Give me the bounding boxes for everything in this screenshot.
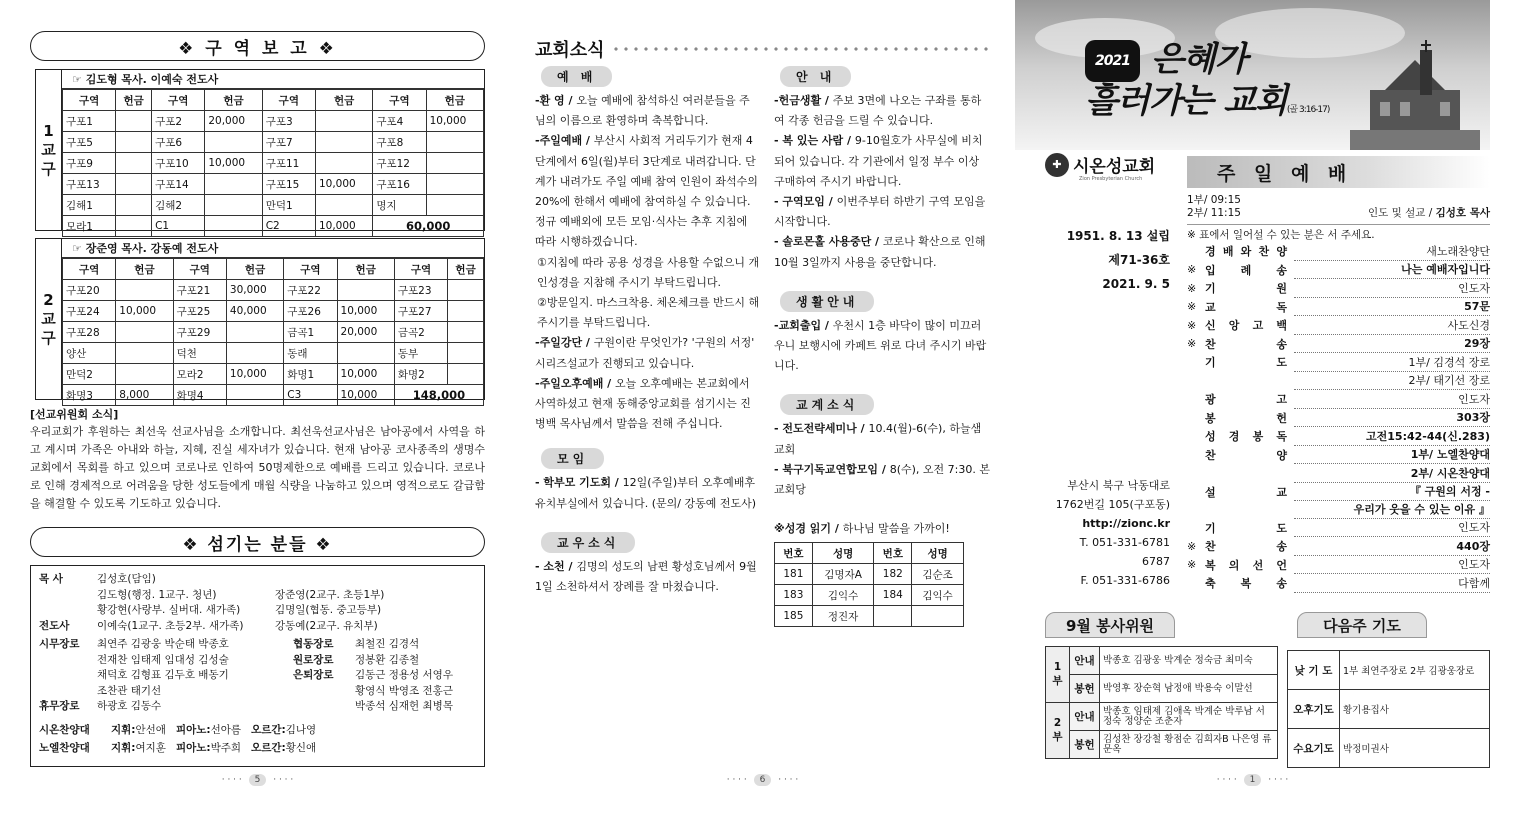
- table-cell: [226, 385, 283, 406]
- table-cell: 김익수: [912, 585, 964, 606]
- district-1-lead: ☞ 김도형 목사. 이예숙 전도사: [62, 70, 484, 89]
- table-row: [1288, 729, 1490, 768]
- table-cell: 화명1: [284, 364, 337, 385]
- table-row: [63, 153, 484, 174]
- table-cell: 구포7: [262, 132, 315, 153]
- column-header: 구역: [262, 90, 315, 111]
- table-cell: C1: [152, 216, 205, 237]
- church-logo: ✚ 시온성교회: [1045, 152, 1155, 177]
- order-row: 성 경 봉 독 고전15:42-44(신.283): [1187, 427, 1490, 446]
- table-row: [63, 364, 484, 385]
- prayer-value: 1부 최연주장로 2부 김광웅장로: [1340, 651, 1490, 690]
- mission-body: 우리교회가 후원하는 최선욱 선교사님을 소개합니다. 최선욱선교사님은 남아공에서 사역을 하고 계시며 가족은 아내와 하늘, 지혜, 진실 세자녀가 있습니다. 현재 남아공 코사종족의 생명수 교회에서 목회를 하고 있으며 코로나로 인하여 50명제한으로 예배를 드리고 있습니다. 코로나로 인해 경제적으로 어려움을 당한 성도들에게 매월 식량을 나눔하고 있으며 영적으로도 갈급함을 해결할 수 있도록 기도하고 있습니다.: [30, 425, 485, 510]
- page-6: [535, 0, 990, 832]
- pastor-row: 목 사 김성호(담임) 김도형(행정. 1교구. 청년) 황강현(사랑부. 실버대. 새가족) 장준영(2교구. 초등1부) 김명일(협동. 중고등부): [39, 573, 385, 616]
- column-header: 구역: [373, 90, 426, 111]
- news-item: ①지침에 따라 공용 성경을 사용할 수없으니 개인성경을 지참해 주시기 부탁드립니다.: [537, 255, 760, 289]
- table-cell: 동래: [284, 343, 337, 364]
- column-header: 번호: [775, 543, 813, 564]
- table-row: [63, 216, 484, 237]
- table-cell: 모라1: [63, 216, 116, 237]
- elders-row: 시무장로 최연주 김광웅 박순태 박종호 전재찬 임태제 임대성 김성술 채덕호 김형표 김두호 배동기 조찬관 태기선 협동장로 최철진 김경석 원로장로 정봉환 김종철 은퇴장로 김동근 정용성 서영우 황영식 박영조 전홍근: [39, 638, 453, 697]
- table-cell: 182: [874, 564, 912, 585]
- role-cell: 안내: [1070, 647, 1100, 675]
- order-row: 기 도 1부/ 김경석 장로: [1187, 353, 1490, 372]
- service-times: 1부/ 09:15 2부/ 11:15 인도 및 설교 / 김성호 목사: [1187, 194, 1490, 219]
- news-item: -주일예배 / 부산시 사회적 거리두기가 현재 4단계에서 6일(월)부터 3단계로 내려갑니다. 단계가 내려가도 주일 예배 참여 인원이 좌석수의 20%에 한해서 예배에 참여하실 수 있습니다. 정규 예배외에 모든 모임·식사는 추후 지침에 따라 시행하겠습니다.: [535, 134, 758, 249]
- column-header: 구역: [152, 90, 205, 111]
- volunteer-table: [1045, 646, 1278, 759]
- news-item: - 북구기독교연합모임 / 8(수), 오전 7:30. 본교회당: [774, 462, 990, 497]
- table-cell: [226, 343, 283, 364]
- table-cell: [116, 132, 152, 153]
- table-row: [63, 195, 484, 216]
- table-cell: [315, 111, 372, 132]
- column-header: 헌금: [337, 259, 394, 280]
- table-cell: [205, 174, 262, 195]
- table-cell: 구포6: [152, 132, 205, 153]
- names-cell: 박종호 김광웅 박계순 정숙금 최미숙: [1100, 647, 1278, 675]
- table-cell: 김해1: [63, 195, 116, 216]
- news-item: -주일강단 / 구원이란 무엇인가? '구원의 서정' 시리즈설교가 진행되고 있습니다.: [535, 336, 755, 370]
- table-cell: 구포23: [394, 280, 447, 301]
- table-cell: 구포16: [373, 174, 426, 195]
- table-cell: 10,000: [337, 301, 394, 322]
- table-cell: 구포3: [262, 111, 315, 132]
- table-cell: C2: [262, 216, 315, 237]
- table-cell: 185: [775, 606, 813, 627]
- page-number: · · · · 6 · · · ·: [726, 775, 799, 785]
- order-row: 2부/ 시온찬양대: [1187, 464, 1490, 483]
- contact-info: 부산시 북구 낙동대로 1762번길 105(구포동) http://zionc.kr T. 051-331-6781 6787 F. 051-331-6786: [1055, 479, 1170, 587]
- table-cell: 10,000: [116, 301, 173, 322]
- table-cell: 60,000: [373, 216, 484, 237]
- table-cell: [226, 322, 283, 343]
- servants-box: [30, 565, 485, 767]
- table-cell: [116, 216, 152, 237]
- table-cell: [315, 153, 372, 174]
- table-cell: 김순조: [912, 564, 964, 585]
- news-item: - 학부모 기도회 / 12일(주일)부터 오후예배후 유치부실에서 있습니다. (문의/ 강동예 전도사): [535, 476, 757, 510]
- life-tag: 생활안내: [780, 291, 874, 312]
- table-row: [63, 111, 484, 132]
- part-cell: 1부: [1046, 647, 1070, 703]
- table-cell: [116, 280, 173, 301]
- table-cell: 148,000: [394, 385, 483, 406]
- table-cell: [116, 322, 173, 343]
- column-header: 구역: [63, 90, 116, 111]
- table-cell: [426, 153, 483, 174]
- stand-note: ※ 표에서 일어설 수 있는 분은 서 주세요.: [1187, 224, 1490, 242]
- table-cell: 구포9: [63, 153, 116, 174]
- prayer-value: 박정미권사: [1340, 729, 1490, 768]
- news-item: - 솔로몬홀 사용중단 / 코로나 확산으로 인해 10월 3일까지 사용을 중단합니다.: [774, 235, 986, 269]
- prayer-label: 수요기도: [1288, 729, 1340, 768]
- table-row: [1288, 651, 1490, 690]
- table-cell: 20,000: [337, 322, 394, 343]
- column-header: 헌금: [226, 259, 283, 280]
- bible-reading: ※성경 읽기 / 하나님 말씀을 가까이!: [774, 522, 950, 536]
- table-cell: [426, 132, 483, 153]
- prayer-value: 황기용집사: [1340, 690, 1490, 729]
- table-cell: 양산: [63, 343, 116, 364]
- page-number: · · · · 5 · · · ·: [221, 775, 294, 785]
- table-cell: 구포13: [63, 174, 116, 195]
- table-cell: 10,000: [337, 364, 394, 385]
- column-header: 헌금: [315, 90, 372, 111]
- table-cell: 만덕2: [63, 364, 116, 385]
- table-cell: 183: [775, 585, 813, 606]
- prayer-title: 다음주 기도: [1297, 612, 1427, 638]
- table-cell: 구포22: [284, 280, 337, 301]
- table-cell: 구포27: [394, 301, 447, 322]
- news-item: - 전도전략세미나 / 10.4(월)-6(수), 하늘샘교회: [774, 422, 982, 456]
- order-row: 우리가 웃을 수 있는 이유 』: [1187, 501, 1490, 519]
- table-cell: 만덕1: [262, 195, 315, 216]
- role-cell: 봉헌: [1070, 675, 1100, 703]
- district-1-label: 1 교 구: [36, 70, 62, 230]
- column-header: 헌금: [205, 90, 262, 111]
- volunteers: [1045, 612, 1278, 759]
- page-number: · · · · 1 · · · ·: [1216, 775, 1289, 785]
- table-cell: [116, 111, 152, 132]
- table-cell: 금곡2: [394, 322, 447, 343]
- table-cell: [337, 280, 394, 301]
- column-header: 구역: [173, 259, 226, 280]
- table-cell: 구포24: [63, 301, 116, 322]
- column-header: 헌금: [116, 90, 152, 111]
- column-header: 헌금: [116, 259, 173, 280]
- table-cell: 덕천: [173, 343, 226, 364]
- order-row: 기 도 인도자: [1187, 519, 1490, 538]
- prayer-table: [1287, 650, 1490, 768]
- news-right-column: [774, 64, 990, 627]
- table-row: [1046, 731, 1278, 759]
- order-row: ※ 찬 송 29장: [1187, 335, 1490, 354]
- table-cell: [315, 195, 372, 216]
- page-5: [30, 0, 485, 832]
- table-cell: 구포10: [152, 153, 205, 174]
- order-row: 축 복 송 다함께: [1187, 574, 1490, 593]
- table-cell: 구포29: [173, 322, 226, 343]
- table-cell: [116, 343, 173, 364]
- table-cell: [205, 195, 262, 216]
- order-row: 광 고 인도자: [1187, 390, 1490, 409]
- order-row: 설 교 『 구원의 서정 -: [1187, 483, 1490, 501]
- worship-order: [1187, 156, 1490, 593]
- table-cell: 10,000: [337, 385, 394, 406]
- table-row: [63, 174, 484, 195]
- news-item: - 소천 / 김명의 성도의 남편 황성호님께서 9월 1일 소천하셔서 장례를 잘 마쳤습니다.: [535, 559, 757, 594]
- table-cell: 10,000: [226, 364, 283, 385]
- news-item: - 구역모임 / 이번주부터 하반기 구역 모임을 시작합니다.: [774, 195, 986, 229]
- column-header: 성명: [812, 543, 874, 564]
- column-header: 헌금: [426, 90, 483, 111]
- table-cell: [448, 322, 484, 343]
- table-cell: [426, 195, 483, 216]
- table-cell: 정진자: [812, 606, 874, 627]
- column-header: 성명: [912, 543, 964, 564]
- news-item: - 복 있는 사람 / 9-10월호가 사무실에 비치되어 있습니다. 각 기관에서 일정 부수 이상 구매하여 주시기 바랍니다.: [774, 134, 983, 188]
- part-cell: 2부: [1046, 703, 1070, 759]
- table-row: [63, 343, 484, 364]
- worship-tag: 예 배: [541, 66, 612, 87]
- table-cell: [448, 364, 484, 385]
- church-en: Zion Presbyterian Church: [1079, 176, 1143, 182]
- table-cell: 김해2: [152, 195, 205, 216]
- table-cell: C3: [284, 385, 337, 406]
- order-row: ※ 교 독 57문: [1187, 298, 1490, 317]
- table-cell: 30,000: [226, 280, 283, 301]
- volunteer-title: 9월 봉사위원: [1045, 612, 1175, 638]
- table-cell: 구포26: [284, 301, 337, 322]
- district-2-table: [62, 258, 484, 406]
- column-header: 헌금: [448, 259, 484, 280]
- table-row: [63, 280, 484, 301]
- table-cell: 구포20: [63, 280, 116, 301]
- news-item: -헌금생활 / 주보 3면에 나오는 구좌를 통하여 각종 헌금을 드릴 수 있습니다.: [774, 94, 982, 128]
- column-header: 번호: [874, 543, 912, 564]
- news-header: [535, 36, 990, 62]
- issue-info: 1951. 8. 13 설립 제71-36호 2021. 9. 5: [1066, 229, 1170, 291]
- table-row: [1288, 690, 1490, 729]
- table-cell: 구포2: [152, 111, 205, 132]
- table-cell: 화명2: [394, 364, 447, 385]
- news-item: -교회출입 / 우천시 1층 바닥이 많이 미끄러우니 보행시에 카페트 위로 다녀 주시기 바랍니다.: [774, 318, 987, 373]
- role-cell: 안내: [1070, 703, 1100, 731]
- column-header: 구역: [63, 259, 116, 280]
- table-cell: 구포28: [63, 322, 116, 343]
- table-row: [63, 132, 484, 153]
- table-cell: 금곡1: [284, 322, 337, 343]
- news-item: -환 영 / 오늘 예배에 참석하신 여러분들을 주님의 이름으로 환영하며 축복합니다.: [535, 94, 750, 128]
- order-row: ※ 신 앙 고 백 사도신경: [1187, 316, 1490, 335]
- order-row: ※ 찬 송 440장: [1187, 537, 1490, 556]
- table-cell: 구포21: [173, 280, 226, 301]
- table-cell: [205, 132, 262, 153]
- year-badge: 2021: [1085, 40, 1140, 82]
- district-1: [35, 69, 485, 231]
- names-cell: 박영후 장순혁 남정애 박용숙 이말선: [1100, 675, 1278, 703]
- table-cell: 구포8: [373, 132, 426, 153]
- district-1-table: [62, 89, 484, 237]
- table-cell: [116, 364, 173, 385]
- table-cell: 10,000: [426, 111, 483, 132]
- table-cell: 화명4: [173, 385, 226, 406]
- church-logo-icon: ✚: [1045, 153, 1069, 177]
- fellow-tag: 교계소식: [780, 394, 874, 415]
- column-header: 구역: [284, 259, 337, 280]
- table-cell: 40,000: [226, 301, 283, 322]
- table-cell: 구포12: [373, 153, 426, 174]
- prayer-label: 오후기도: [1288, 690, 1340, 729]
- table-cell: [426, 174, 483, 195]
- prayer-label: 낮 기 도: [1288, 651, 1340, 690]
- order-row: 봉 헌 303장: [1187, 409, 1490, 428]
- table-row: [63, 322, 484, 343]
- choirs: 시온찬양대 지휘:안선애 피아노:선아름 오르간:김나영 노엘찬양대 지휘:여지훈 피아노:박주희 오르간:황신애: [39, 723, 317, 754]
- order-row: ※ 입 례 송 나는 예배자입니다: [1187, 261, 1490, 280]
- table-cell: 구포14: [152, 174, 205, 195]
- table-cell: 구포11: [262, 153, 315, 174]
- dotted-rule: [611, 44, 990, 54]
- table-header: [63, 259, 484, 280]
- news-title: 교회소식: [535, 40, 605, 61]
- order-row: 2부/ 태기선 장로: [1187, 372, 1490, 391]
- headline: 2021 은혜가 흘러가는 교회(골 3:16-17): [1085, 39, 1330, 121]
- table-cell: 181: [775, 564, 813, 585]
- table-cell: 구포4: [373, 111, 426, 132]
- names-cell: 박종호 임태제 김애옥 박계순 박루남 서정숙 정양순 조춘자: [1100, 703, 1278, 731]
- table-cell: [116, 195, 152, 216]
- table-cell: [912, 606, 964, 627]
- column-header: 구역: [394, 259, 447, 280]
- table-row: [63, 301, 484, 322]
- table-cell: 10,000: [315, 174, 372, 195]
- table-cell: 화명3: [63, 385, 116, 406]
- table-cell: [448, 301, 484, 322]
- table-cell: 10,000: [205, 153, 262, 174]
- names-cell: 김성찬 장강철 황점순 김희자B 나은영 류문옥: [1100, 731, 1278, 759]
- table-cell: 명지: [373, 195, 426, 216]
- district-2-label: 2 교 구: [36, 239, 62, 399]
- table-row: [775, 564, 964, 585]
- table-cell: 구포15: [262, 174, 315, 195]
- news-left-column: [535, 64, 760, 627]
- district-2: [35, 238, 485, 400]
- order-row: ※ 기 원 인도자: [1187, 279, 1490, 298]
- table-row: [1046, 703, 1278, 731]
- table-cell: [337, 343, 394, 364]
- meeting-tag: 모임: [541, 448, 604, 469]
- role-cell: 봉헌: [1070, 731, 1100, 759]
- table-cell: [315, 132, 372, 153]
- worship-title: 주 일 예 배: [1187, 156, 1490, 188]
- table-cell: 184: [874, 585, 912, 606]
- table-row: [775, 585, 964, 606]
- table-cell: [116, 174, 152, 195]
- district-2-lead: ☞ 장준영 목사. 강동예 전도사: [62, 239, 484, 258]
- table-cell: [116, 153, 152, 174]
- table-cell: 동부: [394, 343, 447, 364]
- table-header: [775, 543, 964, 564]
- table-cell: 10,000: [315, 216, 372, 237]
- table-cell: 8,000: [116, 385, 173, 406]
- table-cell: [448, 280, 484, 301]
- order-row: 찬 양 1부/ 노엘찬양대: [1187, 446, 1490, 465]
- table-cell: 모라2: [173, 364, 226, 385]
- table-row: [1046, 675, 1278, 703]
- table-row: [775, 606, 964, 627]
- next-prayer: [1287, 612, 1490, 768]
- bible-table: [774, 542, 964, 627]
- table-cell: 구포25: [173, 301, 226, 322]
- servants-title: ❖ 섬기는 분들 ❖: [30, 527, 485, 557]
- page-1: [1015, 0, 1490, 832]
- notice-tag: 안 내: [780, 66, 851, 87]
- table-cell: [448, 343, 484, 364]
- table-cell: 구포1: [63, 111, 116, 132]
- table-cell: 구포5: [63, 132, 116, 153]
- table-header: [63, 90, 484, 111]
- church-building-icon: [1350, 40, 1480, 150]
- evangelist-row: 전도사 이예숙(1교구. 초등2부. 새가족) 강동예(2교구. 유치부): [39, 619, 378, 632]
- district-report-title: ❖ 구 역 보 고 ❖: [30, 31, 485, 61]
- order-row: 경 배 와 찬 양 새노래찬양단: [1187, 242, 1490, 261]
- table-row: [1046, 647, 1278, 675]
- table-cell: [874, 606, 912, 627]
- member-tag: 교우소식: [541, 532, 635, 553]
- rest-row: 휴무장로 하광호 김동수 박종석 심재헌 최병목: [39, 700, 453, 712]
- news-item: ②방문일지. 마스크착용. 체온체크를 반드시 해주시기를 부탁드립니다.: [537, 296, 760, 330]
- table-row: [63, 385, 484, 406]
- order-row: ※ 복 의 선 언 인도자: [1187, 556, 1490, 575]
- mission-title: [선교위원회 소식]: [30, 408, 119, 421]
- table-cell: [205, 216, 262, 237]
- table-cell: 김익수: [812, 585, 874, 606]
- mission-news: [30, 407, 485, 513]
- news-item: -주일오후예배 / 오늘 오후예배는 본교회에서 사역하셨고 현재 동해중앙교회를 섬기시는 진병백 목사님께서 말씀을 전해 주십니다.: [535, 376, 751, 431]
- table-cell: 김명자A: [812, 564, 874, 585]
- table-cell: 20,000: [205, 111, 262, 132]
